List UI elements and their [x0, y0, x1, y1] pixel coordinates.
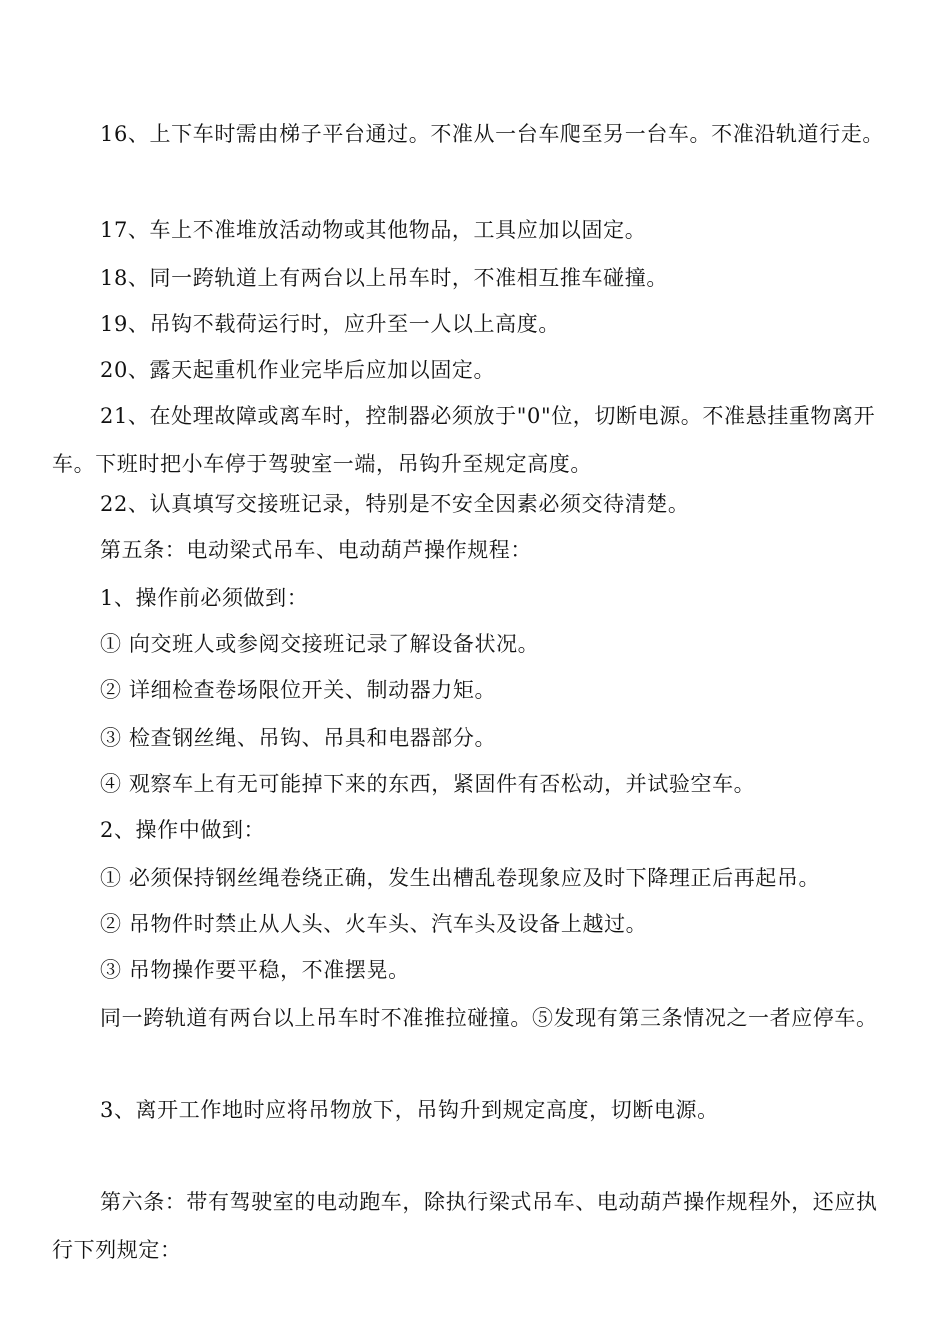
- item-2-2: ② 吊物件时禁止从人头、火车头、汽车头及设备上越过。: [100, 912, 648, 936]
- article-6-heading: 第六条：带有驾驶室的电动跑车，除执行梁式吊车、电动葫芦操作规程外，还应执行下列规定：: [52, 1190, 878, 1262]
- item-2-3: ③ 吊物操作要平稳，不准摆晃。: [100, 958, 410, 982]
- section-3: 3、离开工作地时应将吊物放下，吊钩升到规定高度，切断电源。: [100, 1098, 719, 1122]
- clause-21: 21、在处理故障或离车时，控制器必须放于"0"位，切断电源。不准悬挂重物离开车。下班时把小车停于驾驶室一端，吊钩升至规定高度。: [52, 404, 876, 476]
- item-1-4: ④ 观察车上有无可能掉下来的东西，紧固件有否松动，并试验空车。: [100, 772, 756, 796]
- clause-19: 19、吊钩不载荷运行时，应升至一人以上高度。: [100, 312, 560, 336]
- item-2-1: ① 必须保持钢丝绳卷绕正确，发生出槽乱卷现象应及时下降理正后再起吊。: [100, 866, 821, 890]
- section-2-heading: 2、操作中做到：: [100, 818, 266, 842]
- clause-20: 20、露天起重机作业完毕后应加以固定。: [100, 358, 496, 382]
- clause-18: 18、同一跨轨道上有两台以上吊车时，不准相互推车碰撞。: [100, 266, 668, 290]
- item-1-2: ② 详细检查卷场限位开关、制动器力矩。: [100, 678, 497, 702]
- clause-16: 16、上下车时需由梯子平台通过。不准从一台车爬至另一台车。不准沿轨道行走。: [100, 122, 884, 146]
- item-1-1: ① 向交班人或参阅交接班记录了解设备状况。: [100, 632, 540, 656]
- item-1-3: ③ 检查钢丝绳、吊钩、吊具和电器部分。: [100, 726, 497, 750]
- item-2-continued: 同一跨轨道有两台以上吊车时不准推拉碰撞。⑤发现有第三条情况之一者应停车。: [100, 1006, 878, 1030]
- clause-22: 22、认真填写交接班记录，特别是不安全因素必须交待清楚。: [100, 492, 690, 516]
- clause-17: 17、车上不准堆放活动物或其他物品，工具应加以固定。: [100, 218, 647, 242]
- section-1-heading: 1、操作前必须做到：: [100, 586, 309, 610]
- article-5-heading: 第五条：电动梁式吊车、电动葫芦操作规程：: [100, 538, 532, 562]
